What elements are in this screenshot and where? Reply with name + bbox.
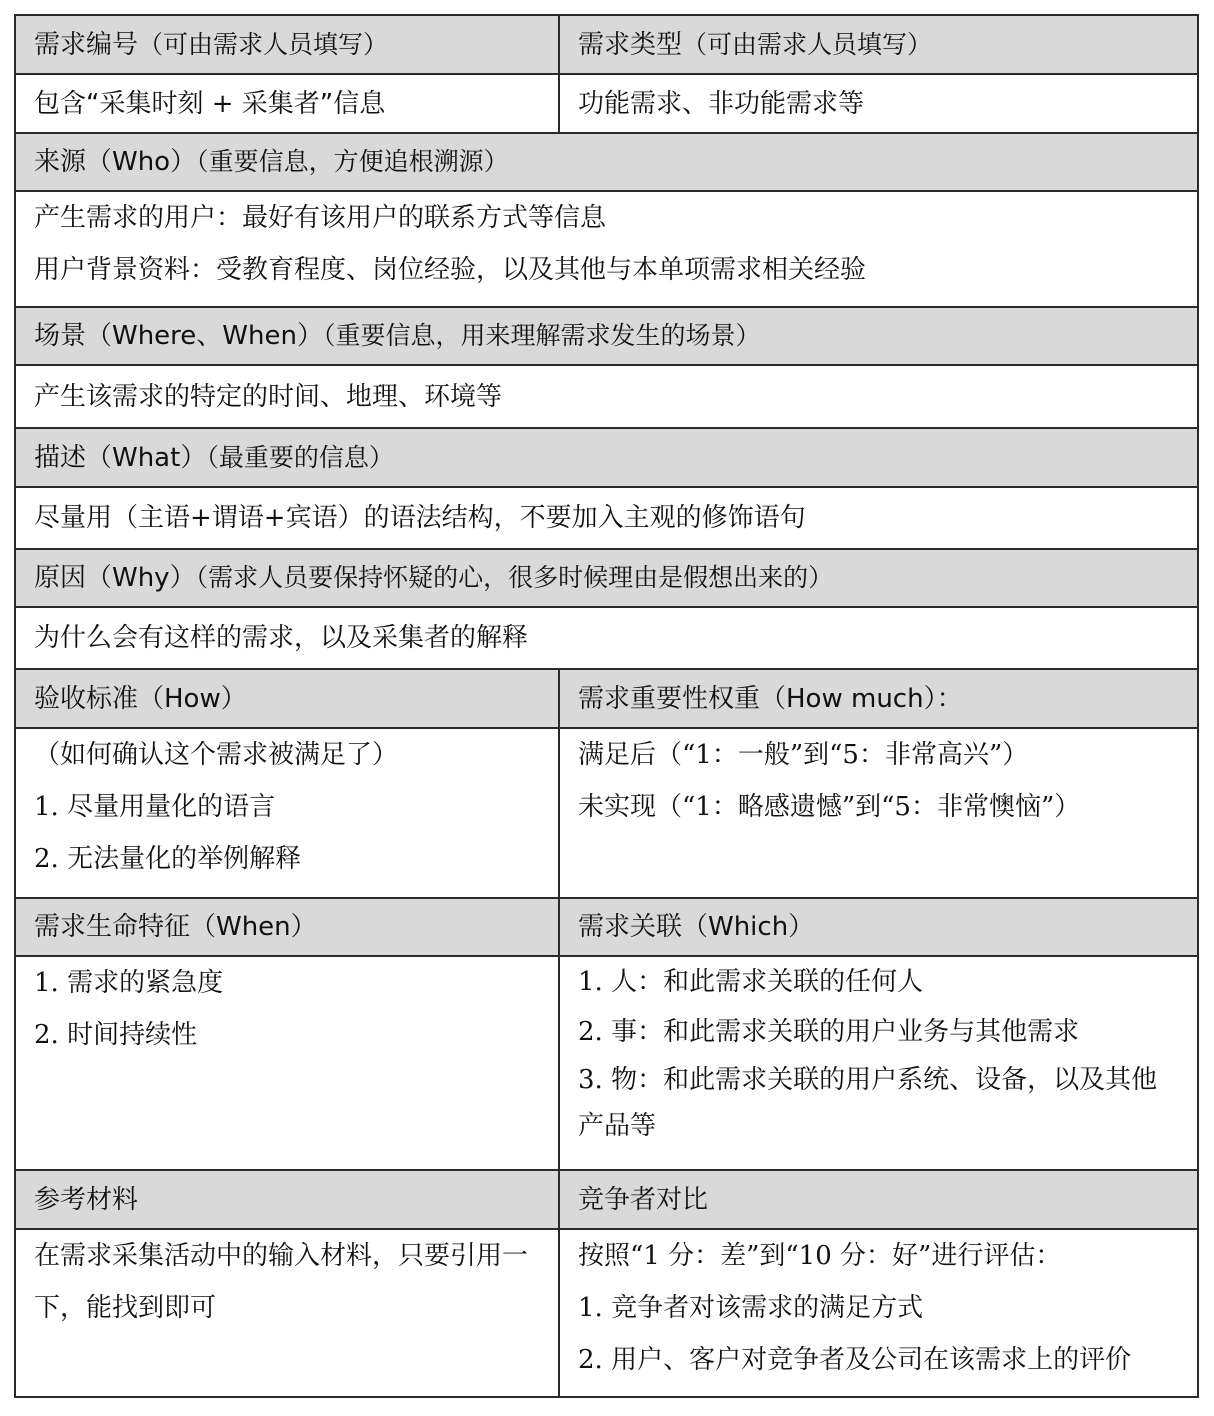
references-content	[15, 1229, 559, 1397]
description-content: 尽量用（主语+谓语+宾语）的语法结构，不要加入主观的修饰语句	[15, 487, 1198, 549]
header-label: 描述（What）	[34, 442, 207, 473]
table-row	[15, 428, 1198, 487]
header-hint: （重要信息，方便追根溯源）	[196, 147, 509, 176]
acceptance-criteria-header: 验收标准（How）	[15, 669, 559, 728]
content-line: 3. 物：和此需求关联的用户系统、设备，以及其他产品等	[578, 1065, 1158, 1141]
importance-weight-header: 需求重要性权重（How much）：	[559, 669, 1198, 728]
content-line: （如何确认这个需求被满足了）	[34, 740, 399, 770]
table-row	[15, 728, 1198, 898]
content-line: 产生需求的用户：最好有该用户的联系方式等信息	[34, 203, 607, 233]
requirement-type-header	[559, 15, 1198, 74]
content-line: 未实现（“1：略感遗憾”到“5：非常懊恼”）	[578, 792, 1081, 822]
content-line: 用户背景资料：受教育程度、岗位经验，以及其他与本单项需求相关经验	[34, 255, 867, 285]
content-line: 满足后（“1：一般”到“5：非常高兴”）	[578, 740, 1029, 770]
reason-header	[15, 549, 1198, 607]
header-hint: （需求人员要保持怀疑的心，很多时候理由是假想出来的）	[195, 563, 834, 592]
lifecycle-content	[15, 956, 559, 1170]
acceptance-criteria-content	[15, 728, 559, 898]
table-row	[15, 487, 1198, 549]
table-row	[15, 669, 1198, 728]
scenario-header	[15, 307, 1198, 365]
table-row	[15, 898, 1198, 956]
relation-header: 需求关联（Which）	[559, 898, 1198, 956]
table-row	[15, 365, 1198, 428]
header-hint: （重要信息，用来理解需求发生的场景）	[322, 321, 761, 350]
lifecycle-header: 需求生命特征（When）	[15, 898, 559, 956]
header-label: 需求编号	[34, 29, 139, 60]
content-line: 2. 用户、客户对竞争者及公司在该需求上的评价	[578, 1345, 1132, 1375]
content-line: 2. 无法量化的举例解释	[34, 844, 302, 874]
table-row	[15, 1229, 1198, 1397]
table-row	[15, 549, 1198, 607]
description-header	[15, 428, 1198, 487]
table-row	[15, 191, 1198, 307]
table-row	[15, 607, 1198, 669]
header-hint: （可由需求人员填写）	[682, 29, 933, 59]
requirement-id-header	[15, 15, 559, 74]
references-header: 参考材料	[15, 1170, 559, 1229]
reason-content: 为什么会有这样的需求，以及采集者的解释	[15, 607, 1198, 669]
competitor-comparison-header: 竞争者对比	[559, 1170, 1198, 1229]
content-line: 2. 事：和此需求关联的用户业务与其他需求	[578, 1017, 1080, 1047]
content-line: 在需求采集活动中的输入材料，只要引用一下，能找到即可	[34, 1241, 529, 1323]
source-header	[15, 133, 1198, 191]
table-row	[15, 133, 1198, 191]
competitor-comparison-content	[559, 1229, 1198, 1397]
table-row	[15, 74, 1198, 133]
content-line: 1. 人：和此需求关联的任何人	[578, 967, 924, 997]
table-row	[15, 307, 1198, 365]
source-content	[15, 191, 1198, 307]
content-line: 2. 时间持续性	[34, 1020, 198, 1050]
header-hint: （可由需求人员填写）	[138, 29, 389, 59]
content-line: 1. 竞争者对该需求的满足方式	[578, 1293, 924, 1323]
header-label: 来源（Who）	[34, 147, 197, 177]
content-line: 按照“1 分：差”到“10 分：好”进行评估：	[578, 1241, 1062, 1271]
header-hint: （最重要的信息）	[206, 442, 394, 472]
header-label: 场景（Where、When）	[34, 321, 323, 351]
relation-content	[559, 956, 1198, 1170]
header-label: 需求类型	[578, 29, 683, 60]
table-row	[15, 956, 1198, 1170]
requirement-id-value: 包含“采集时刻 + 采集者”信息	[15, 74, 559, 133]
content-line: 1. 尽量用量化的语言	[34, 792, 276, 822]
requirement-type-value: 功能需求、非功能需求等	[559, 74, 1198, 133]
table-row	[15, 15, 1198, 74]
requirement-template-table	[14, 14, 1199, 1398]
table-row	[15, 1170, 1198, 1229]
header-label: 原因（Why）	[34, 563, 196, 593]
content-line: 1. 需求的紧急度	[34, 968, 224, 998]
importance-weight-content	[559, 728, 1198, 898]
scenario-content: 产生该需求的特定的时间、地理、环境等	[15, 365, 1198, 428]
